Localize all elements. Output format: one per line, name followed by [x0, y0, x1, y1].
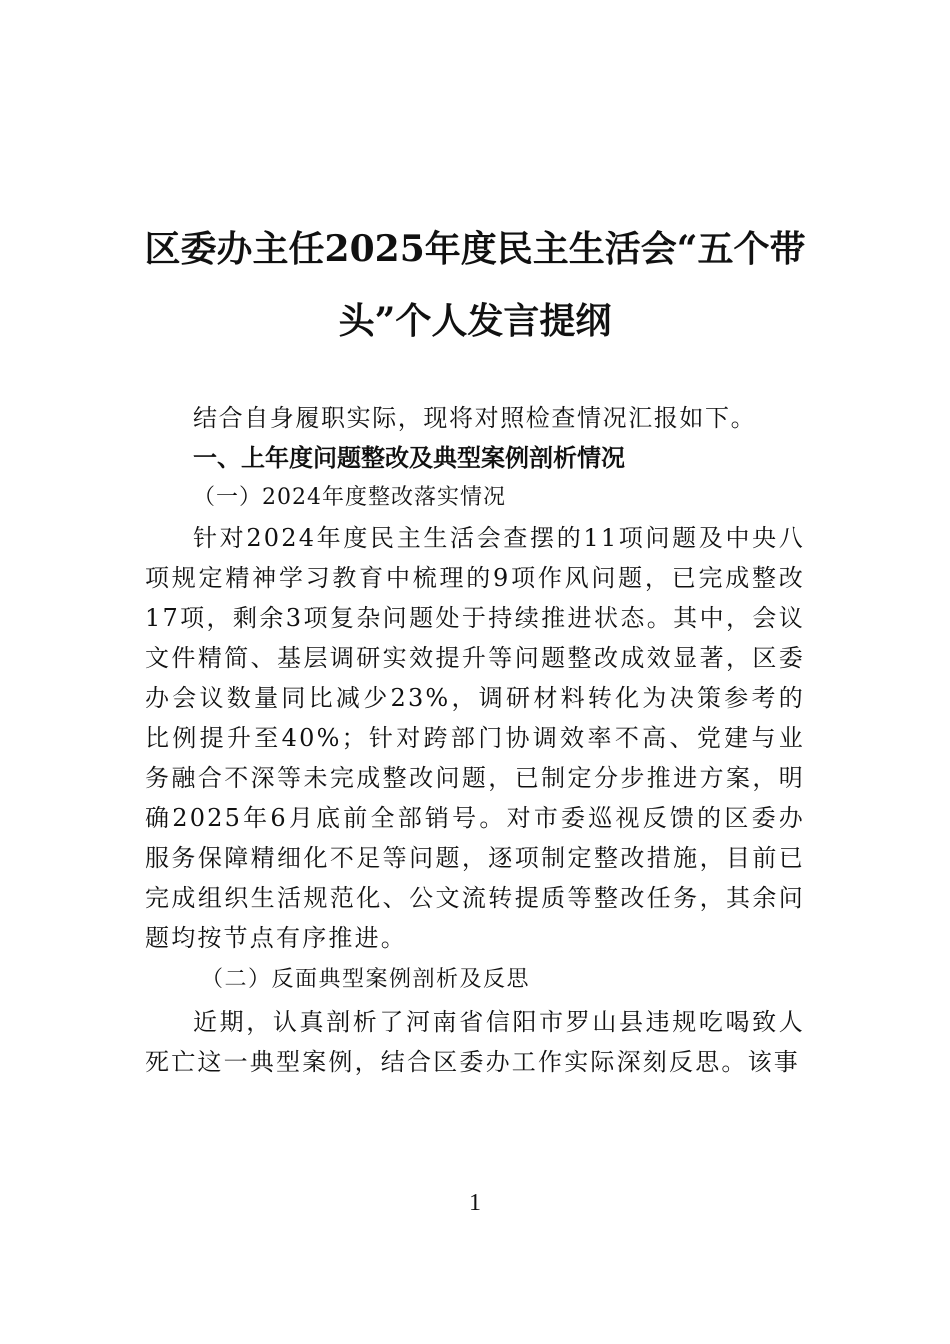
title-line-2: 头”个人发言提纲: [338, 300, 612, 343]
title-line-1: 区委办主任2025年度民主生活会“五个带: [144, 228, 806, 271]
subsection-1-paragraph: 针对2024年度民主生活会查摆的11项问题及中央八项规定精神学习教育中梳理的9项作风问题，已完成整改17项，剩余3项复杂问题处于持续推进状态。其中，会议文件精简、基层调研实效提升等问题整改成效显著，区委办会议数量同比减少23%，调研材料转化为决策参考的比例提升至40%；针对跨部门协调效率不高、党建与业务融合不深等未完成整改问题，已制定分步推进方案，明确2025年6月底前全部销号。对市委巡视反馈的区委办服务保障精细化不足等问题，逐项制定整改措施，目前已完成组织生活规范化、公文流转提质等整改任务，其余问题均按节点有序推进。: [145, 524, 805, 952]
document-body: [145, 398, 805, 1082]
subsection-heading-1: （一）2024年度整改落实情况: [193, 485, 506, 510]
document-title: [130, 213, 820, 357]
subsection-heading-2: （二）反面典型案例剖析及反思: [201, 967, 531, 992]
intro-paragraph: 结合自身履职实际，现将对照检查情况汇报如下。: [193, 404, 757, 432]
subsection-2-paragraph: 近期，认真剖析了河南省信阳市罗山县违规吃喝致人死亡这一典型案例，结合区委办工作实际深刻反思。该事: [145, 1008, 805, 1076]
section-heading-1: 一、上年度问题整改及典型案例剖析情况: [193, 444, 625, 472]
page-number: 1: [469, 1190, 481, 1216]
